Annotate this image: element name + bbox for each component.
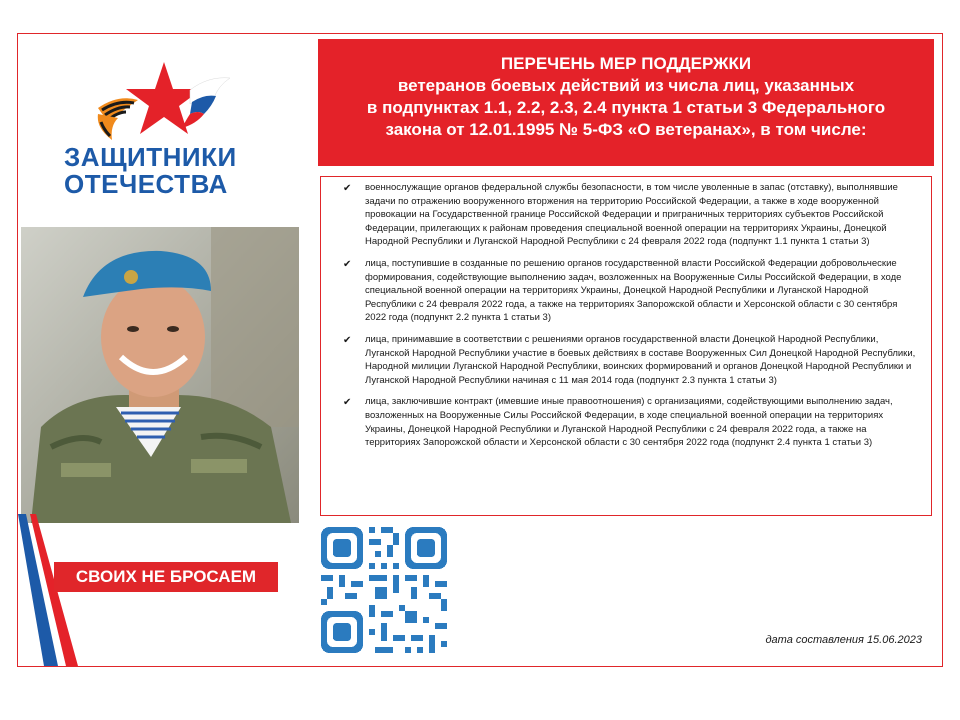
checkmark-icon: ✔ [343, 183, 352, 194]
checkmark-icon: ✔ [343, 334, 352, 346]
star-ribbon-emblem-icon [78, 56, 238, 146]
eligibility-list [320, 176, 932, 516]
soldier-photo [21, 227, 299, 523]
checkmark-icon: ✔ [343, 258, 352, 270]
document-page [17, 33, 943, 667]
header-banner [318, 39, 934, 166]
date-compiled: дата составления 15.06.2023 [765, 634, 922, 646]
header-line-3: в подпунктах 1.1, 2.2, 2.3, 2.4 пункта 1 статьи 3 Федерального [366, 98, 886, 117]
logo-title-line1: ЗАЩИТНИКИ [64, 142, 237, 172]
header-line-4: закона от 12.01.1995 № 5-ФЗ «О ветеранах», в том числе: [385, 120, 867, 139]
left-panel [18, 34, 318, 666]
qr-code-icon [321, 527, 447, 653]
list-item [343, 395, 921, 449]
header-title: ПЕРЕЧЕНЬ МЕР ПОДДЕРЖКИ [500, 54, 752, 73]
logo-title [64, 144, 304, 198]
list-item-text: лица, принимавшие в соответствии с решениями органов государственной власти Донецкой Народной Республики, Луганской Народной Республики участие в боевых действиях в составе Вооруженных Сил Донецкой Народной Республики, Народной милиции Луганской Народной Республики, воинских формирований и органов Донецкой Народной Республики и Луганской Народной Республики начиная с 11 мая 2014 года (подпункт 2.3 пункта 1 статьи 3) [365, 333, 916, 386]
list-item-text: лица, поступившие в созданные по решению органов государственной власти Российской Федерации добровольческие формирования, содействующие выполнению задач, возложенных на Вооруженные Силы Российской Федерации, в ходе специальной военной операции на территориях Украины, Донецкой Народной Республики и Луганской Народной Республики с 24 февраля 2022 года, а также на территориях Запорожской области и Херсонской области с 30 сентября 2022 года (подпункт 2.2 пункта 1 статьи 3) [365, 257, 902, 324]
list-item [343, 181, 921, 249]
list-item [343, 333, 921, 387]
checkmark-icon: ✔ [343, 397, 352, 409]
list-item [343, 257, 921, 325]
list-item-text: лица, заключившие контракт (имевшие иные правоотношения) с организациями, содействующими выполнению задач, возложенных на Вооруженные Силы Российской Федерации, в ходе специальной военной операции на территориях Украины, Донецкой Народной Республики и Луганской Народной Республики с 24 февраля 2022 года, а также на территориях Запорожской области и Херсонской области с 30 сентября 2022 года (подпункт 2.4 пункта 1 статьи 3) [365, 396, 893, 449]
logo-title-line2: ОТЕЧЕСТВА [64, 169, 228, 199]
slogan-badge: СВОИХ НЕ БРОСАЕМ [54, 562, 278, 592]
list-item-text: военнослужащие органов федеральной службы безопасности, в том числе уволенные в запас (отставку), выполнявшие задачи по отражению вооруженного вторжения на территорию Российской Федерации, а также в ходе вооруженной провокации на Государственной границе Российской Федерации и приграничных территориях субъектов Российской Федерации, прилегающих к районам проведения специальной военной операции на территориях Украины, Донецкой Народной Республики и Луганской Народной Республики с 24 февраля 2022 года (подпункт 1.1 пункта 1 статьи 3) [365, 182, 898, 248]
header-line-2: ветеранов боевых действий из числа лиц, указанных [397, 76, 855, 95]
